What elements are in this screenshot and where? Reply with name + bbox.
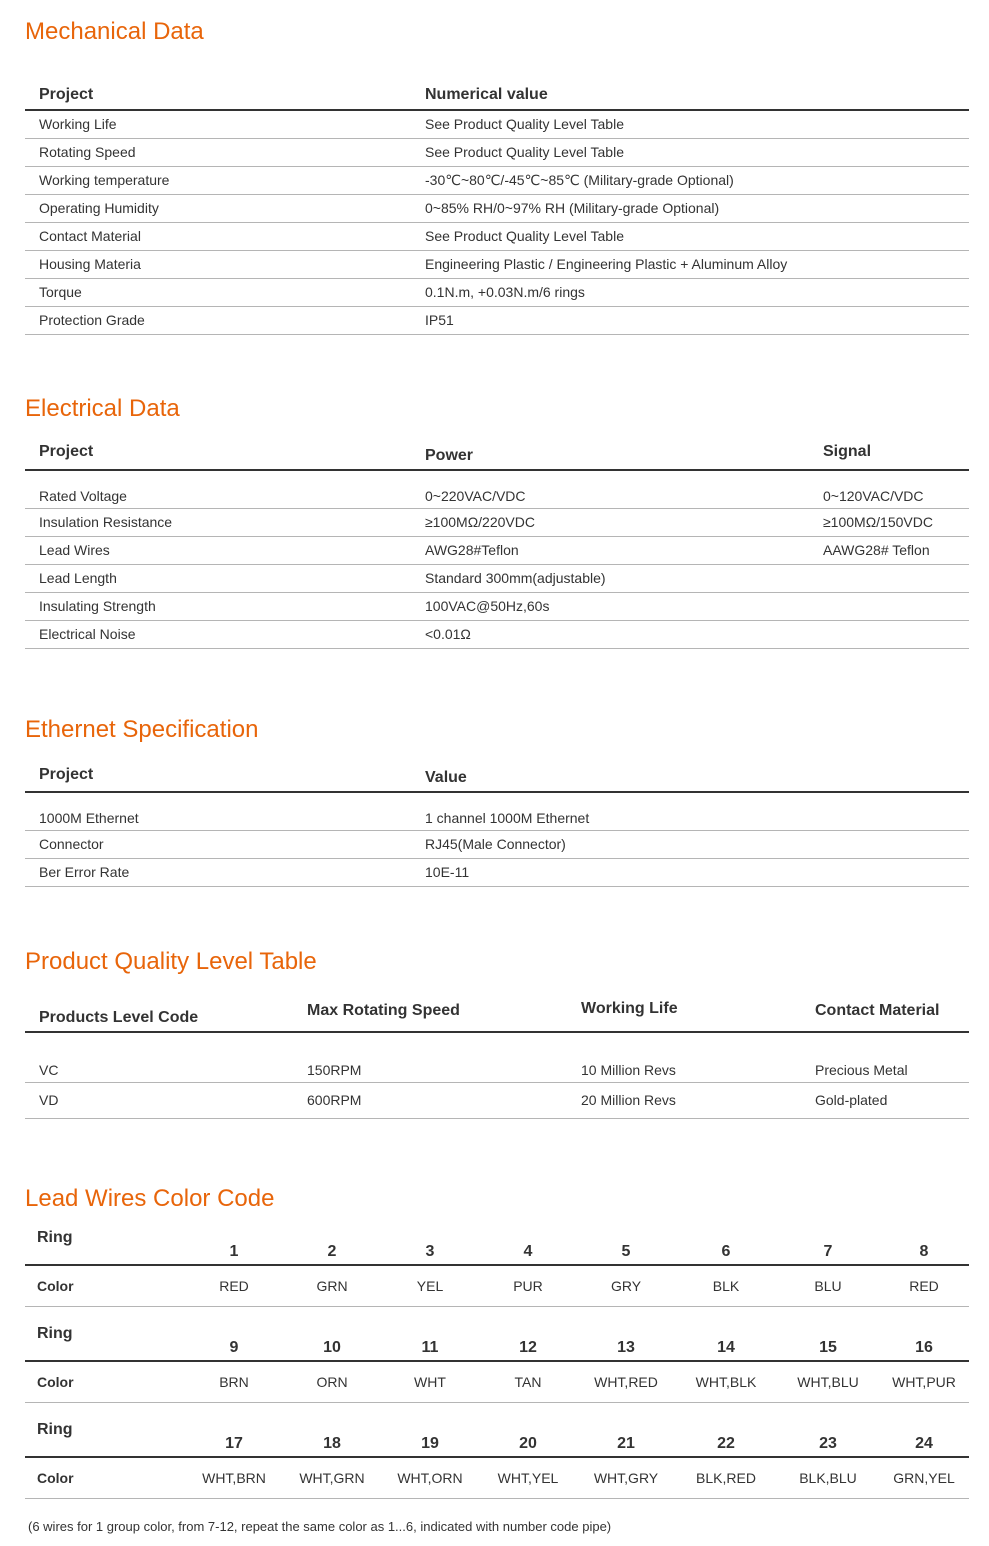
color-row: [25, 1265, 969, 1307]
table-row: [25, 194, 969, 222]
table-cell: -30℃~80℃/-45℃~85℃ (Military-grade Optional): [411, 166, 969, 194]
ring-number: 10: [323, 1339, 341, 1356]
wire-color: WHT,YEL: [479, 1457, 577, 1499]
table-cell: VC: [25, 1032, 293, 1082]
wire-color: BRN: [185, 1361, 283, 1403]
table-row: [25, 792, 969, 830]
table-cell: 0.1N.m, +0.03N.m/6 rings: [411, 278, 969, 306]
ring-number: 15: [819, 1339, 837, 1356]
wire-color: GRY: [577, 1265, 675, 1307]
table-cell: Ber Error Rate: [25, 858, 411, 886]
table-cell: <0.01Ω: [411, 620, 809, 648]
ring-label: Ring: [37, 1229, 73, 1246]
table-row: [25, 1032, 969, 1082]
table-row: [25, 166, 969, 194]
ring-number: 2: [327, 1243, 337, 1260]
quality-title: Product Quality Level Table: [25, 948, 317, 975]
table-row: [25, 306, 969, 334]
table-cell: 100VAC@50Hz,60s: [411, 592, 809, 620]
ethernet-title: Ethernet Specification: [25, 716, 259, 743]
table-cell: ≥100MΩ/150VDC: [809, 508, 969, 536]
ring-number: 13: [617, 1339, 635, 1356]
table-header-row: [25, 758, 969, 792]
lead-wires-title: Lead Wires Color Code: [25, 1185, 275, 1212]
ring-number: 8: [919, 1243, 929, 1260]
table-header-row: [25, 990, 969, 1032]
header-power: Power: [425, 447, 474, 464]
ring-row: [25, 1421, 969, 1457]
ring-number: 20: [519, 1435, 537, 1452]
header-working-life: Working Life: [581, 1000, 678, 1017]
table-cell: Gold-plated: [801, 1082, 969, 1118]
header-project: Project: [39, 766, 94, 783]
ring-number: 17: [225, 1435, 243, 1452]
table-row: [25, 138, 969, 166]
table-row: [25, 1082, 969, 1118]
table-cell: Torque: [25, 278, 411, 306]
color-row: [25, 1361, 969, 1403]
table-cell: 0~85% RH/0~97% RH (Military-grade Optional): [411, 194, 969, 222]
wire-color: BLK,BLU: [777, 1457, 879, 1499]
table-cell: AWG28#Teflon: [411, 536, 809, 564]
ring-number: 7: [823, 1243, 833, 1260]
ring-number: 14: [717, 1339, 735, 1356]
ring-label: Ring: [37, 1421, 73, 1438]
table-cell: AAWG28# Teflon: [809, 536, 969, 564]
header-contact-material: Contact Material: [815, 1001, 940, 1019]
table-row: [25, 222, 969, 250]
table-cell: See Product Quality Level Table: [411, 138, 969, 166]
wire-color: WHT: [381, 1361, 479, 1403]
ring-number: 18: [323, 1435, 341, 1452]
wire-color: RED: [879, 1265, 969, 1307]
wire-color: WHT,GRY: [577, 1457, 675, 1499]
table-cell: Standard 300mm(adjustable): [411, 564, 809, 592]
quality-table: [25, 990, 969, 1119]
ring-row: [25, 1325, 969, 1361]
wire-color: WHT,BLU: [777, 1361, 879, 1403]
table-cell: 600RPM: [293, 1082, 567, 1118]
wire-color: WHT,PUR: [879, 1361, 969, 1403]
table-cell: 1 channel 1000M Ethernet: [411, 792, 969, 830]
ring-number: 4: [523, 1243, 533, 1260]
table-header-row: [25, 435, 969, 470]
color-label: Color: [25, 1457, 185, 1499]
table-row: [25, 592, 969, 620]
table-row: [25, 564, 969, 592]
table-row: [25, 830, 969, 858]
ring-label: Ring: [37, 1325, 73, 1342]
table-cell: Insulation Resistance: [25, 508, 411, 536]
table-cell: Protection Grade: [25, 306, 411, 334]
table-cell: See Product Quality Level Table: [411, 222, 969, 250]
header-numerical-value: Numerical value: [425, 85, 548, 103]
table-row: [25, 110, 969, 138]
table-cell: See Product Quality Level Table: [411, 110, 969, 138]
wire-color: PUR: [479, 1265, 577, 1307]
table-cell: Lead Length: [25, 564, 411, 592]
electrical-title: Electrical Data: [25, 395, 180, 422]
lead-wires-table: [25, 1229, 969, 1499]
ring-number: 1: [229, 1243, 239, 1260]
ring-number: 9: [229, 1339, 239, 1356]
table-row: [25, 250, 969, 278]
wire-color: ORN: [283, 1361, 381, 1403]
table-cell: Connector: [25, 830, 411, 858]
ring-number: 21: [617, 1435, 635, 1452]
ring-number: 23: [819, 1435, 837, 1452]
table-cell: ≥100MΩ/220VDC: [411, 508, 809, 536]
table-cell: [809, 620, 969, 648]
table-cell: Electrical Noise: [25, 620, 411, 648]
table-cell: Working Life: [25, 110, 411, 138]
table-cell: Engineering Plastic / Engineering Plastic + Aluminum Alloy: [411, 250, 969, 278]
table-cell: Rated Voltage: [25, 470, 411, 508]
spacer-row: [25, 1307, 969, 1326]
table-cell: 0~220VAC/VDC: [411, 470, 809, 508]
spacer-cell: [25, 1307, 969, 1326]
table-cell: Lead Wires: [25, 536, 411, 564]
color-label: Color: [25, 1265, 185, 1307]
electrical-table: [25, 435, 969, 649]
ring-number: 19: [421, 1435, 439, 1452]
table-cell: [809, 592, 969, 620]
color-row: [25, 1457, 969, 1499]
table-cell: 20 Million Revs: [567, 1082, 801, 1118]
table-cell: Insulating Strength: [25, 592, 411, 620]
table-row: [25, 470, 969, 508]
table-row: [25, 536, 969, 564]
table-cell: 10E-11: [411, 858, 969, 886]
table-cell: 0~120VAC/VDC: [809, 470, 969, 508]
ring-number: 16: [915, 1339, 933, 1356]
header-project: Project: [39, 443, 94, 460]
header-products-level-code: Products Level Code: [39, 1009, 199, 1026]
spacer-cell: [25, 1403, 969, 1422]
table-row: [25, 620, 969, 648]
wire-color: WHT,RED: [577, 1361, 675, 1403]
ring-row: [25, 1229, 969, 1265]
table-cell: Contact Material: [25, 222, 411, 250]
table-cell: 10 Million Revs: [567, 1032, 801, 1082]
ethernet-table: [25, 758, 969, 887]
header-max-rotating-speed: Max Rotating Speed: [307, 1001, 460, 1019]
mechanical-title: Mechanical Data: [25, 18, 204, 45]
ring-number: 6: [721, 1243, 731, 1260]
wire-color: WHT,GRN: [283, 1457, 381, 1499]
table-cell: RJ45(Male Connector): [411, 830, 969, 858]
wire-color: BLU: [777, 1265, 879, 1307]
wire-color: BLK: [675, 1265, 777, 1307]
spacer-row: [25, 1403, 969, 1422]
table-cell: Housing Materia: [25, 250, 411, 278]
color-label: Color: [25, 1361, 185, 1403]
table-row: [25, 278, 969, 306]
ring-number: 5: [621, 1243, 631, 1260]
table-cell: VD: [25, 1082, 293, 1118]
wire-color: BLK,RED: [675, 1457, 777, 1499]
table-header-row: [25, 80, 969, 110]
table-cell: Working temperature: [25, 166, 411, 194]
wire-color: GRN: [283, 1265, 381, 1307]
table-cell: Rotating Speed: [25, 138, 411, 166]
ring-number: 22: [717, 1435, 735, 1452]
table-cell: [809, 564, 969, 592]
wire-color: WHT,BLK: [675, 1361, 777, 1403]
mechanical-table: [25, 80, 969, 335]
table-row: [25, 858, 969, 886]
wire-color: YEL: [381, 1265, 479, 1307]
wire-color: WHT,BRN: [185, 1457, 283, 1499]
wire-color: WHT,ORN: [381, 1457, 479, 1499]
wire-color: RED: [185, 1265, 283, 1307]
header-signal: Signal: [823, 443, 872, 460]
lead-wires-footnote: (6 wires for 1 group color, from 7-12, repeat the same color as 1...6, indicated with number code pipe): [28, 1519, 612, 1534]
wire-color: GRN,YEL: [879, 1457, 969, 1499]
header-value: Value: [425, 769, 467, 786]
ring-number: 24: [915, 1435, 933, 1452]
ring-number: 12: [519, 1339, 537, 1356]
table-cell: 1000M Ethernet: [25, 792, 411, 830]
table-cell: IP51: [411, 306, 969, 334]
ring-number: 11: [421, 1339, 439, 1356]
wire-color: TAN: [479, 1361, 577, 1403]
table-cell: 150RPM: [293, 1032, 567, 1082]
ring-number: 3: [425, 1243, 435, 1260]
table-cell: Operating Humidity: [25, 194, 411, 222]
table-cell: Precious Metal: [801, 1032, 969, 1082]
table-row: [25, 508, 969, 536]
header-project: Project: [39, 85, 94, 103]
